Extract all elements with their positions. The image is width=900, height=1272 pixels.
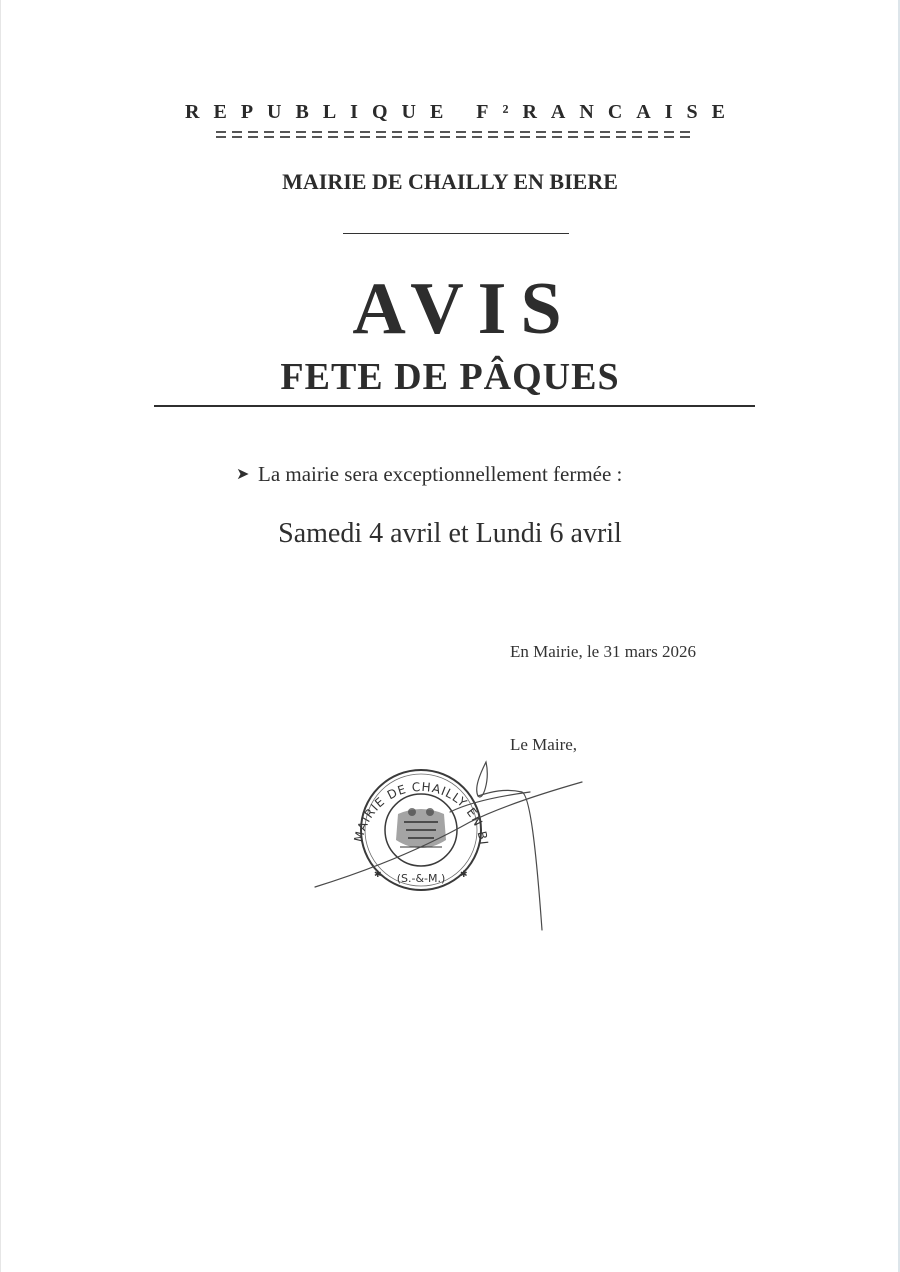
signatory-label: Le Maire,	[510, 735, 578, 754]
seal-star-right-icon: ✱	[460, 869, 468, 879]
seal-bottom-text: (S.-&-M.)	[396, 872, 446, 885]
short-divider	[343, 233, 569, 234]
republique-heading: REPUBLIQUE F²RANCAISE	[185, 101, 739, 123]
mayor-signature	[315, 762, 582, 930]
mairie-heading: MAIRIE DE CHAILLY EN BIERE	[282, 169, 618, 194]
seal-star-left-icon: ✱	[374, 869, 382, 879]
official-seal-stamp	[300, 752, 600, 942]
double-dashed-divider	[216, 131, 690, 139]
closure-dates: Samedi 4 avril et Lundi 6 avril	[278, 518, 622, 549]
place-and-date: En Mairie, le 31 mars 2026	[510, 642, 697, 661]
signature-and-seal	[300, 752, 600, 942]
closure-message	[236, 462, 622, 487]
subtitle-underline	[154, 405, 755, 407]
notice-title: AVIS	[352, 268, 576, 350]
notice-subtitle: FETE DE PÂQUES	[280, 356, 620, 398]
closure-message-text: La mairie sera exceptionnellement fermée :	[258, 462, 623, 486]
arrowhead-bullet-icon: ➤	[236, 466, 250, 483]
seal-ring-text: MAIRIE DE CHAILLY EN BI	[351, 779, 491, 847]
svg-text:MAIRIE DE CHAILLY EN BIERE	[300, 752, 491, 846]
seal-emblem-icon	[396, 808, 446, 848]
